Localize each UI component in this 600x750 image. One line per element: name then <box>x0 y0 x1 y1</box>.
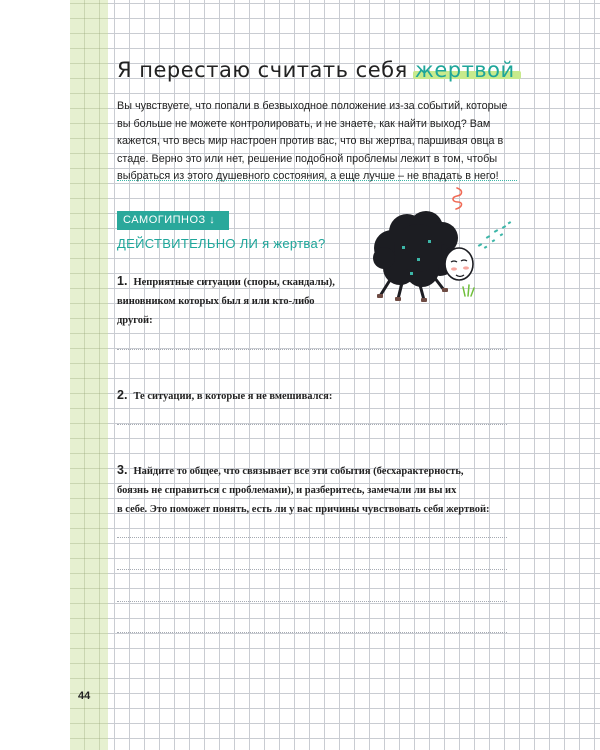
question-2 <box>117 386 332 406</box>
page-title-text: Я перестаю считать себя <box>117 58 408 82</box>
answer-line[interactable] <box>117 349 507 350</box>
question-2-number: 2. <box>117 388 128 402</box>
section-tag: САМОГИПНОЗ ↓ <box>117 211 229 230</box>
question-2-line-1: Те ситуации, в которые я не вмешивался: <box>133 391 333 402</box>
intro-paragraph: Вы чувствуете, что попали в безвыходное положение из-за событий, которые вы больше не можете контролировать, и не знаете, как найти выход? Вам кажется, что весь мир настроен против вас, что вы жертва, паршивая овца в стаде. Верно это или нет, решение подобной проблемы лежит в том, чтобы выбраться из этого душевного состояния, а еще лучше – не впадать в него! <box>117 100 508 182</box>
intro-divider <box>117 180 517 181</box>
black-sheep-illustration <box>362 186 522 316</box>
page-title <box>117 58 515 82</box>
answer-line[interactable] <box>117 569 507 570</box>
tear-drops <box>478 221 511 249</box>
question-3 <box>117 461 490 519</box>
grass-tuft-icon <box>463 285 474 296</box>
answer-line[interactable] <box>117 424 507 425</box>
question-1-line-3: другой: <box>117 315 153 326</box>
sheep-body <box>373 211 458 287</box>
margin-strip <box>70 0 108 750</box>
question-1-line-1: Неприятные ситуации (споры, скандалы), <box>133 277 335 288</box>
section-subtitle: ДЕЙСТВИТЕЛЬНО ЛИ я жертва? <box>117 236 326 251</box>
answer-line[interactable] <box>117 537 507 538</box>
question-3-number: 3. <box>117 463 128 477</box>
page-title-highlight: жертвой <box>414 58 515 82</box>
sheep-head <box>445 248 473 280</box>
question-3-line-3: в себе. Это поможет понять, есть ли у вас причины чувствовать себя жертвой: <box>117 504 490 515</box>
question-3-line-2: боязнь не справиться с проблемами), и разберитесь, замечали ли вы их <box>117 485 457 496</box>
question-3-line-1: Найдите то общее, что связывает все эти события (бесхарактерность, <box>133 466 464 477</box>
answer-line[interactable] <box>117 601 507 602</box>
question-1 <box>117 272 335 330</box>
page-number: 44 <box>78 690 91 702</box>
question-1-number: 1. <box>117 274 128 288</box>
question-1-line-2: виновником которых был я или кто-либо <box>117 296 315 307</box>
answer-line[interactable] <box>117 632 507 633</box>
